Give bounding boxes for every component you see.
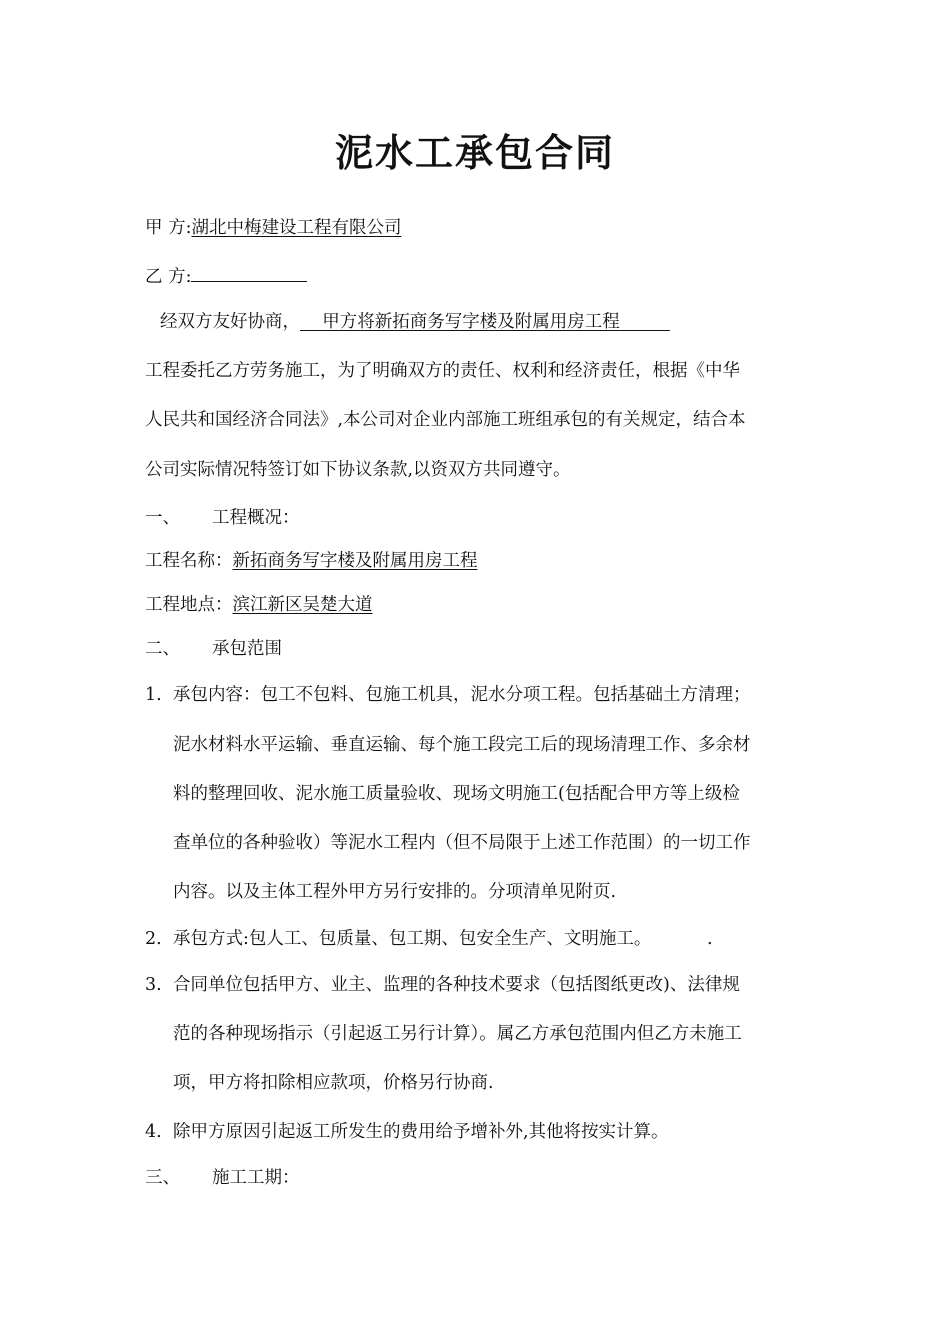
party-b-blank — [191, 263, 307, 282]
section-1-number: 一、 — [145, 508, 180, 528]
party-a-value: 湖北中梅建设工程有限公司 — [191, 218, 402, 238]
section-1-heading — [145, 506, 300, 530]
project-name-line — [145, 549, 478, 573]
party-a-label: 甲 方: — [145, 218, 192, 238]
intro-project-underlined: 甲方将新拓商务写字楼及附属用房工程 — [322, 312, 620, 332]
item-2-number: 2. — [145, 929, 162, 949]
project-location-value: 滨江新区吴楚大道 — [232, 595, 373, 615]
item-3-number: 3. — [145, 975, 162, 995]
project-name-value: 新拓商务写字楼及附属用房工程 — [232, 551, 478, 571]
item-3-line: 范的各种现场指示（引起返工另行计算）。属乙方承包范围内但乙方未施工 — [173, 1024, 742, 1044]
section-3-title: 施工工期： — [212, 1168, 300, 1188]
item-4-number: 4. — [145, 1122, 162, 1142]
item-1-line: 承包内容：包工不包料、包施工机具，泥水分项工程。包括基础土方清理； — [173, 685, 751, 705]
project-name-label: 工程名称： — [145, 551, 233, 571]
project-location-line — [145, 593, 373, 617]
party-b-line — [145, 263, 307, 289]
intro-lead: 经双方友好协商， — [160, 312, 300, 332]
section-3-heading — [145, 1166, 300, 1190]
party-a-line — [145, 216, 401, 240]
item-1-line: 泥水材料水平运输、垂直运输、每个施工段完工后的现场清理工作、多余材 — [173, 735, 751, 755]
section-2-heading — [145, 637, 282, 661]
section-2-number: 二、 — [145, 639, 180, 659]
section-3-number: 三、 — [145, 1168, 180, 1188]
item-1-number: 1. — [145, 685, 162, 705]
project-location-label: 工程地点： — [145, 595, 233, 615]
item-1-line: 查单位的各种验收）等泥水工程内（但不局限于上述工作范围）的一切工作 — [173, 833, 751, 853]
intro-line-1 — [160, 310, 670, 334]
section-2-title: 承包范围 — [212, 639, 282, 659]
item-1-line: 内容。以及主体工程外甲方另行安排的。分项清单见附页. — [173, 882, 617, 902]
item-3-line: 项，甲方将扣除相应款项，价格另行协商. — [173, 1073, 494, 1093]
intro-line-3: 人民共和国经济合同法》,本公司对企业内部施工班组承包的有关规定，结合本 — [145, 410, 746, 430]
intro-line-2: 工程委托乙方劳务施工，为了明确双方的责任、权利和经济责任，根据《中华 — [145, 361, 740, 381]
item-1-line: 料的整理回收、泥水施工质量验收、现场文明施工(包括配合甲方等上级检 — [173, 784, 740, 804]
item-4-line: 除甲方原因引起返工所发生的费用给予增补外,其他将按实计算。 — [173, 1122, 669, 1142]
item-2-line: 承包方式:包人工、包质量、包工期、包安全生产、文明施工。 . — [173, 929, 713, 949]
document-title: 泥水工承包合同 — [334, 131, 615, 175]
item-3-line: 合同单位包括甲方、业主、监理的各种技术要求（包括图纸更改)、法律规 — [173, 975, 740, 995]
section-1-title: 工程概况： — [212, 508, 300, 528]
intro-line-4: 公司实际情况特签订如下协议条款,以资双方共同遵守。 — [145, 460, 571, 480]
party-b-label: 乙 方: — [145, 267, 192, 287]
